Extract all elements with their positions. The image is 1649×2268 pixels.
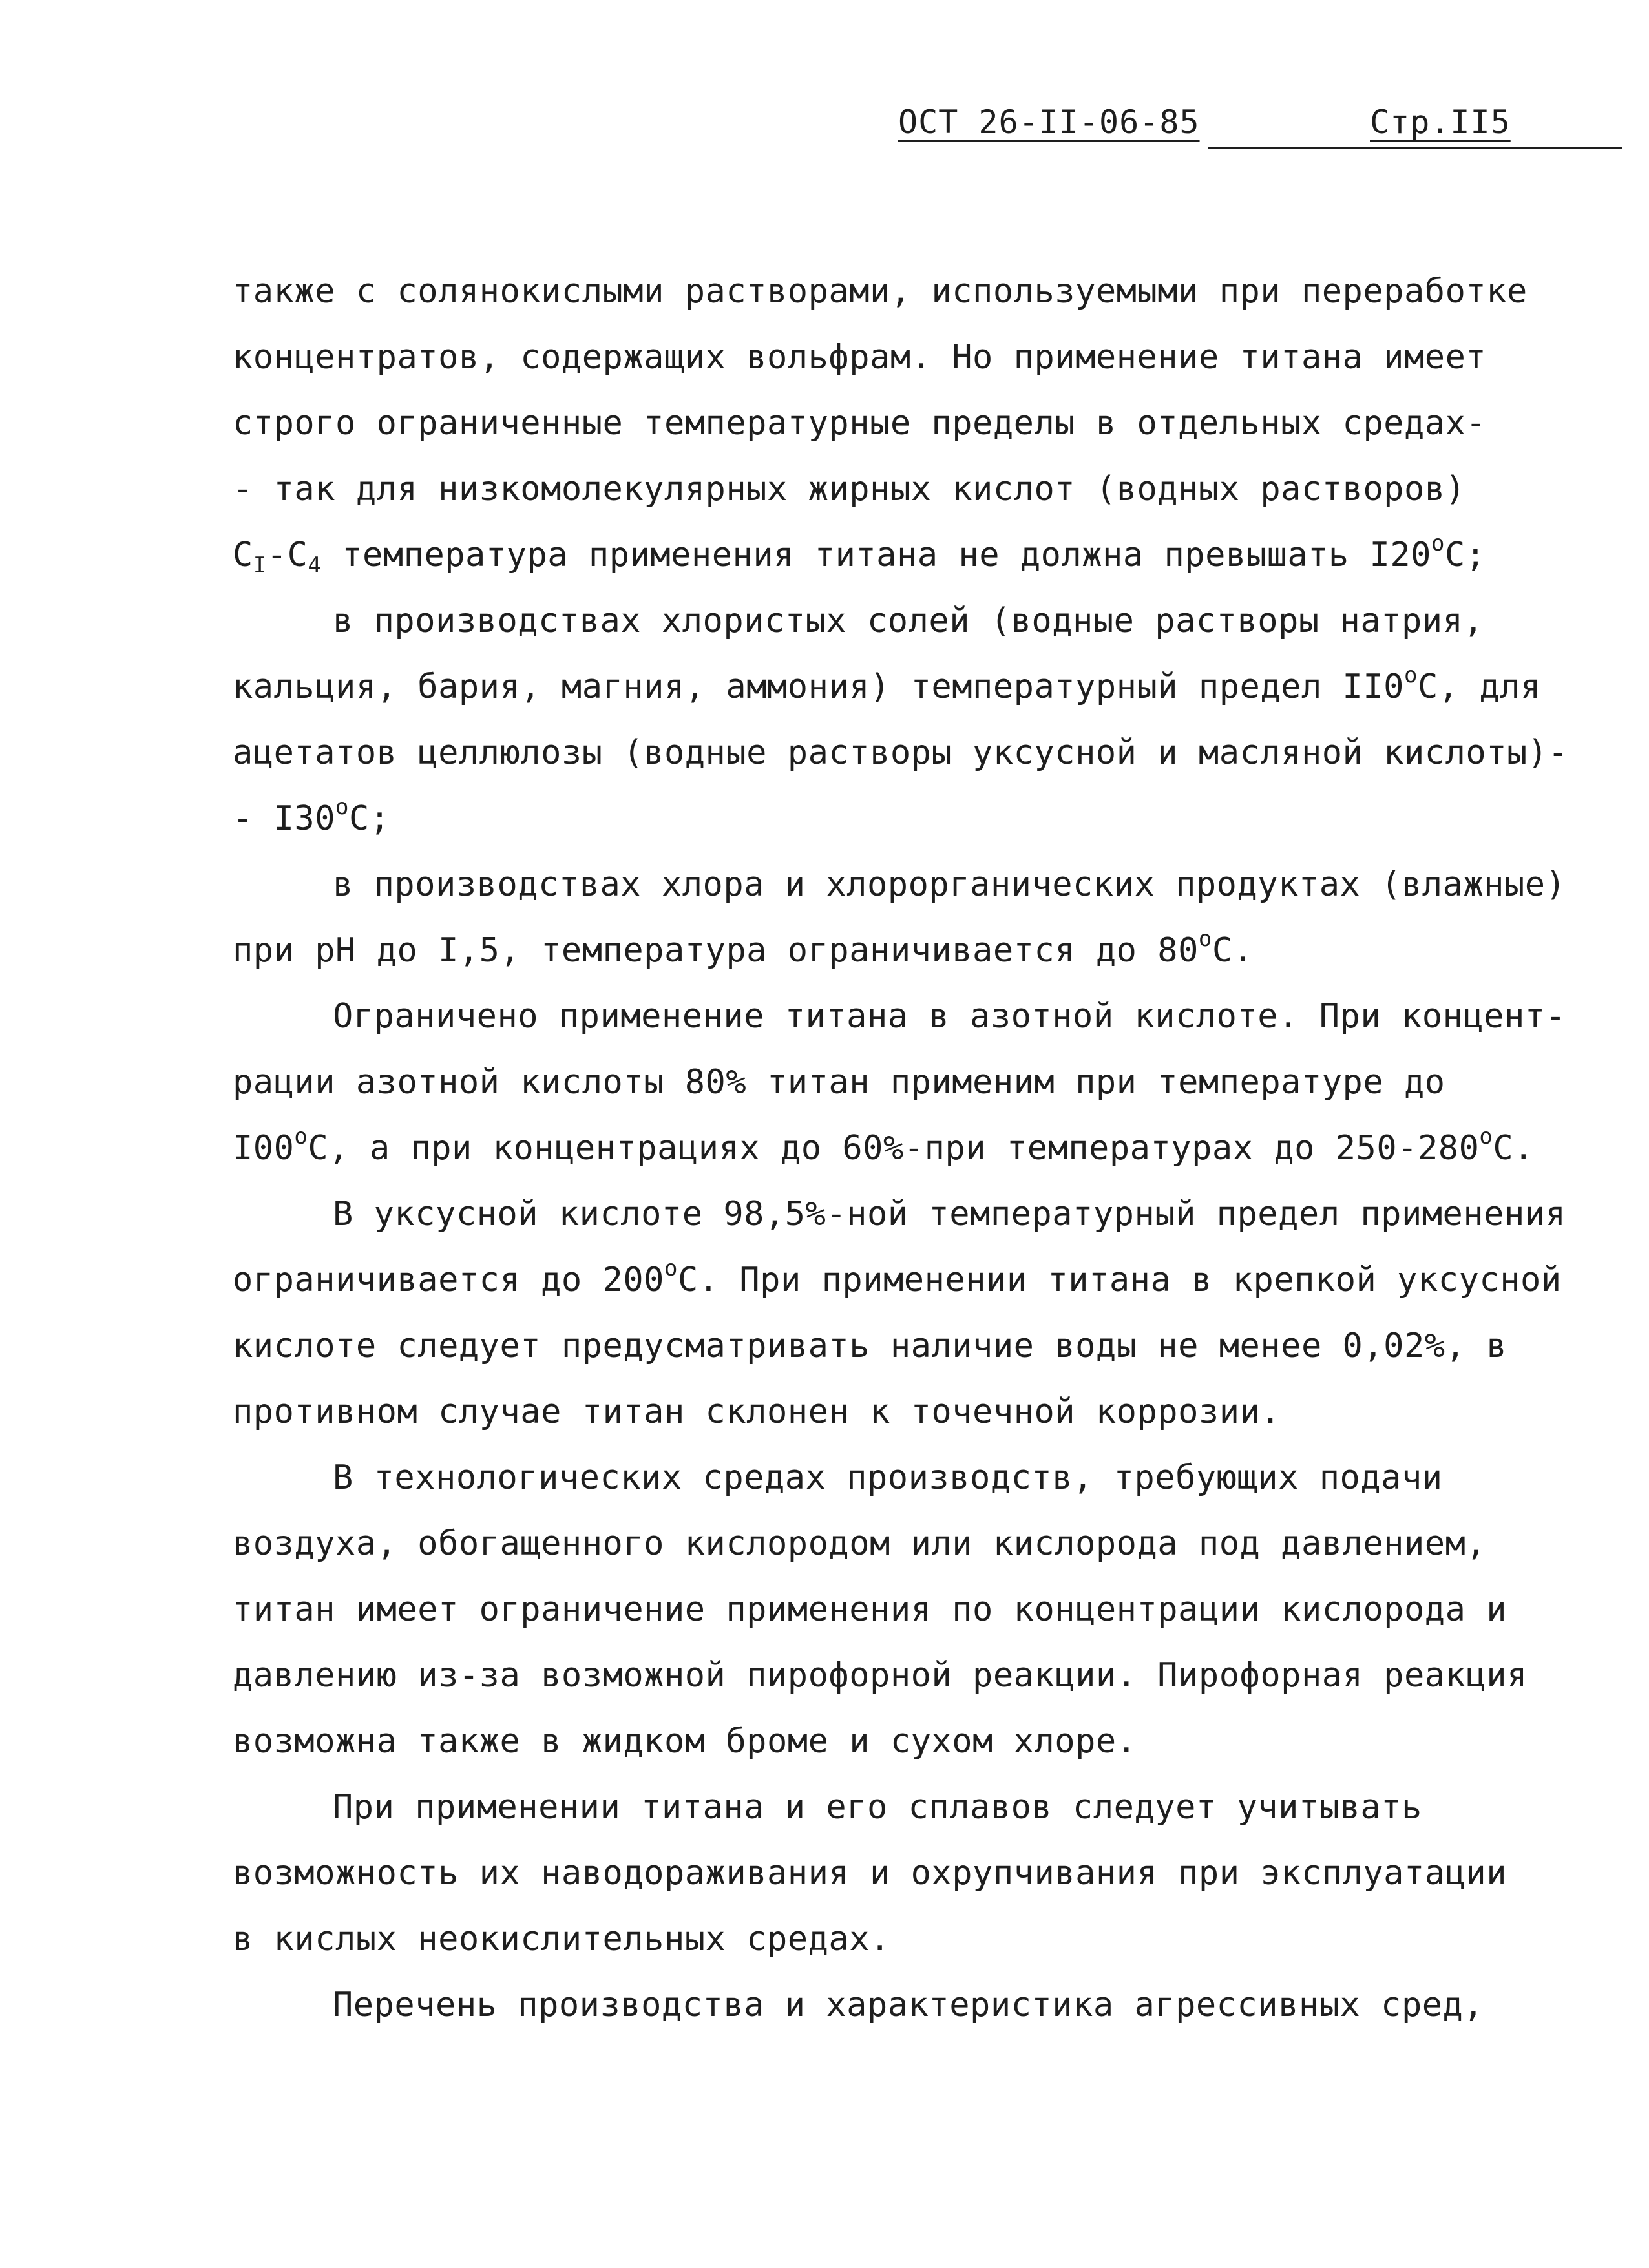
text-line: возможность их наводораживания и охрупчивания при эксплуатации [233,1854,1507,1893]
text-fragment: кальция, бария, магния, аммония) температурный предел II0 [233,667,1404,706]
paragraph-3 [233,852,1566,983]
text-fragment: при рН до I,5, температура ограничивается до 80 [233,931,1199,970]
text-fragment: I00 [233,1129,295,1168]
text-line: ацетатов целлюлозы (водные растворы уксусной и масляной кислоты)- [233,733,1569,772]
page-number: Стр.II5 [1370,103,1511,141]
text-line [233,1247,1562,1313]
text-fragment: C, для [1417,667,1541,706]
superscript: o [294,1124,308,1150]
text-line [233,522,1551,588]
text-fragment: C, а при концентрациях до 60%-при температурах до 250-280 [308,1129,1480,1168]
page-header [898,97,1557,155]
text-fragment: C. При применении титана в крепкой уксусной [677,1261,1562,1299]
text-fragment: C. [1212,931,1254,970]
superscript: o [1479,1124,1493,1150]
text-line: давлению из-за возможной пирофорной реакции. Пирофорная реакция [233,1656,1528,1695]
text-line [233,1115,1551,1181]
superscript: o [1198,926,1212,952]
text-line [233,786,1551,852]
text-line: Перечень производства и характеристика агрессивных сред, [333,1986,1484,2024]
text-line: также с солянокислыми растворами, используемыми при переработке [233,272,1528,311]
text-line: титан имеет ограничение применения по концентрации кислорода и [233,1590,1507,1629]
text-line: противном случае титан склонен к точечной коррозии. [233,1392,1281,1431]
superscript: o [1403,662,1418,688]
text-line: рации азотной кислоты 80% титан применим при температуре до [233,1063,1445,1102]
text-fragment: -C [266,536,308,574]
paragraph-5 [233,1181,1566,1445]
text-line: возможна также в жидком броме и сухом хлоре. [233,1722,1137,1761]
paragraph-2 [233,588,1569,852]
paragraph-1 [233,258,1551,588]
paragraph-8 [233,1972,1551,2038]
text-line: в производствах хлора и хлорорганических продуктах (влажные) [333,865,1566,904]
text-line: В уксусной кислоте 98,5%-ной температурный предел применения [333,1195,1566,1234]
body-text [233,258,1569,2038]
paragraph-4 [233,983,1566,1181]
superscript: o [335,794,350,820]
paragraph-6 [233,1445,1551,1774]
text-line: в кислых неокислительных средах. [233,1920,890,1958]
text-line: - так для низкомолекулярных жирных кислот (водных растворов) [233,470,1466,509]
text-line [233,918,1551,983]
superscript: o [664,1255,678,1281]
subscript: 4 [308,552,322,578]
text-fragment: C. [1493,1129,1534,1168]
text-fragment: - I30 [233,799,336,838]
text-line: строго ограниченные температурные пределы в отдельных средах- [233,404,1487,443]
document-code: ОСТ 26-II-06-85 [898,103,1200,141]
text-line: Ограничено применение титана в азотной кислоте. При концент- [333,997,1566,1036]
text-fragment: C [233,536,253,574]
superscript: o [1431,530,1445,556]
text-fragment: ограничивается до 200 [233,1261,664,1299]
text-line: кислоте следует предусматривать наличие воды не менее 0,02%, в [233,1327,1507,1365]
text-line: воздуха, обогащенного кислородом или кислорода под давлением, [233,1524,1487,1563]
text-fragment: C; [1444,536,1486,574]
text-line: В технологических средах производств, требующих подачи [333,1458,1443,1497]
text-fragment: C; [349,799,390,838]
text-fragment: температура применения титана не должна превышать I20 [321,536,1431,574]
header-rule [1208,147,1622,149]
text-line: в производствах хлористых солей (водные растворы натрия, [333,602,1484,640]
subscript: I [253,552,267,578]
text-line: концентратов, содержащих вольфрам. Но применение титана имеет [233,338,1487,377]
paragraph-7 [233,1774,1551,1972]
text-line [233,654,1551,720]
text-line: При применении титана и его сплавов следует учитывать [333,1788,1422,1827]
